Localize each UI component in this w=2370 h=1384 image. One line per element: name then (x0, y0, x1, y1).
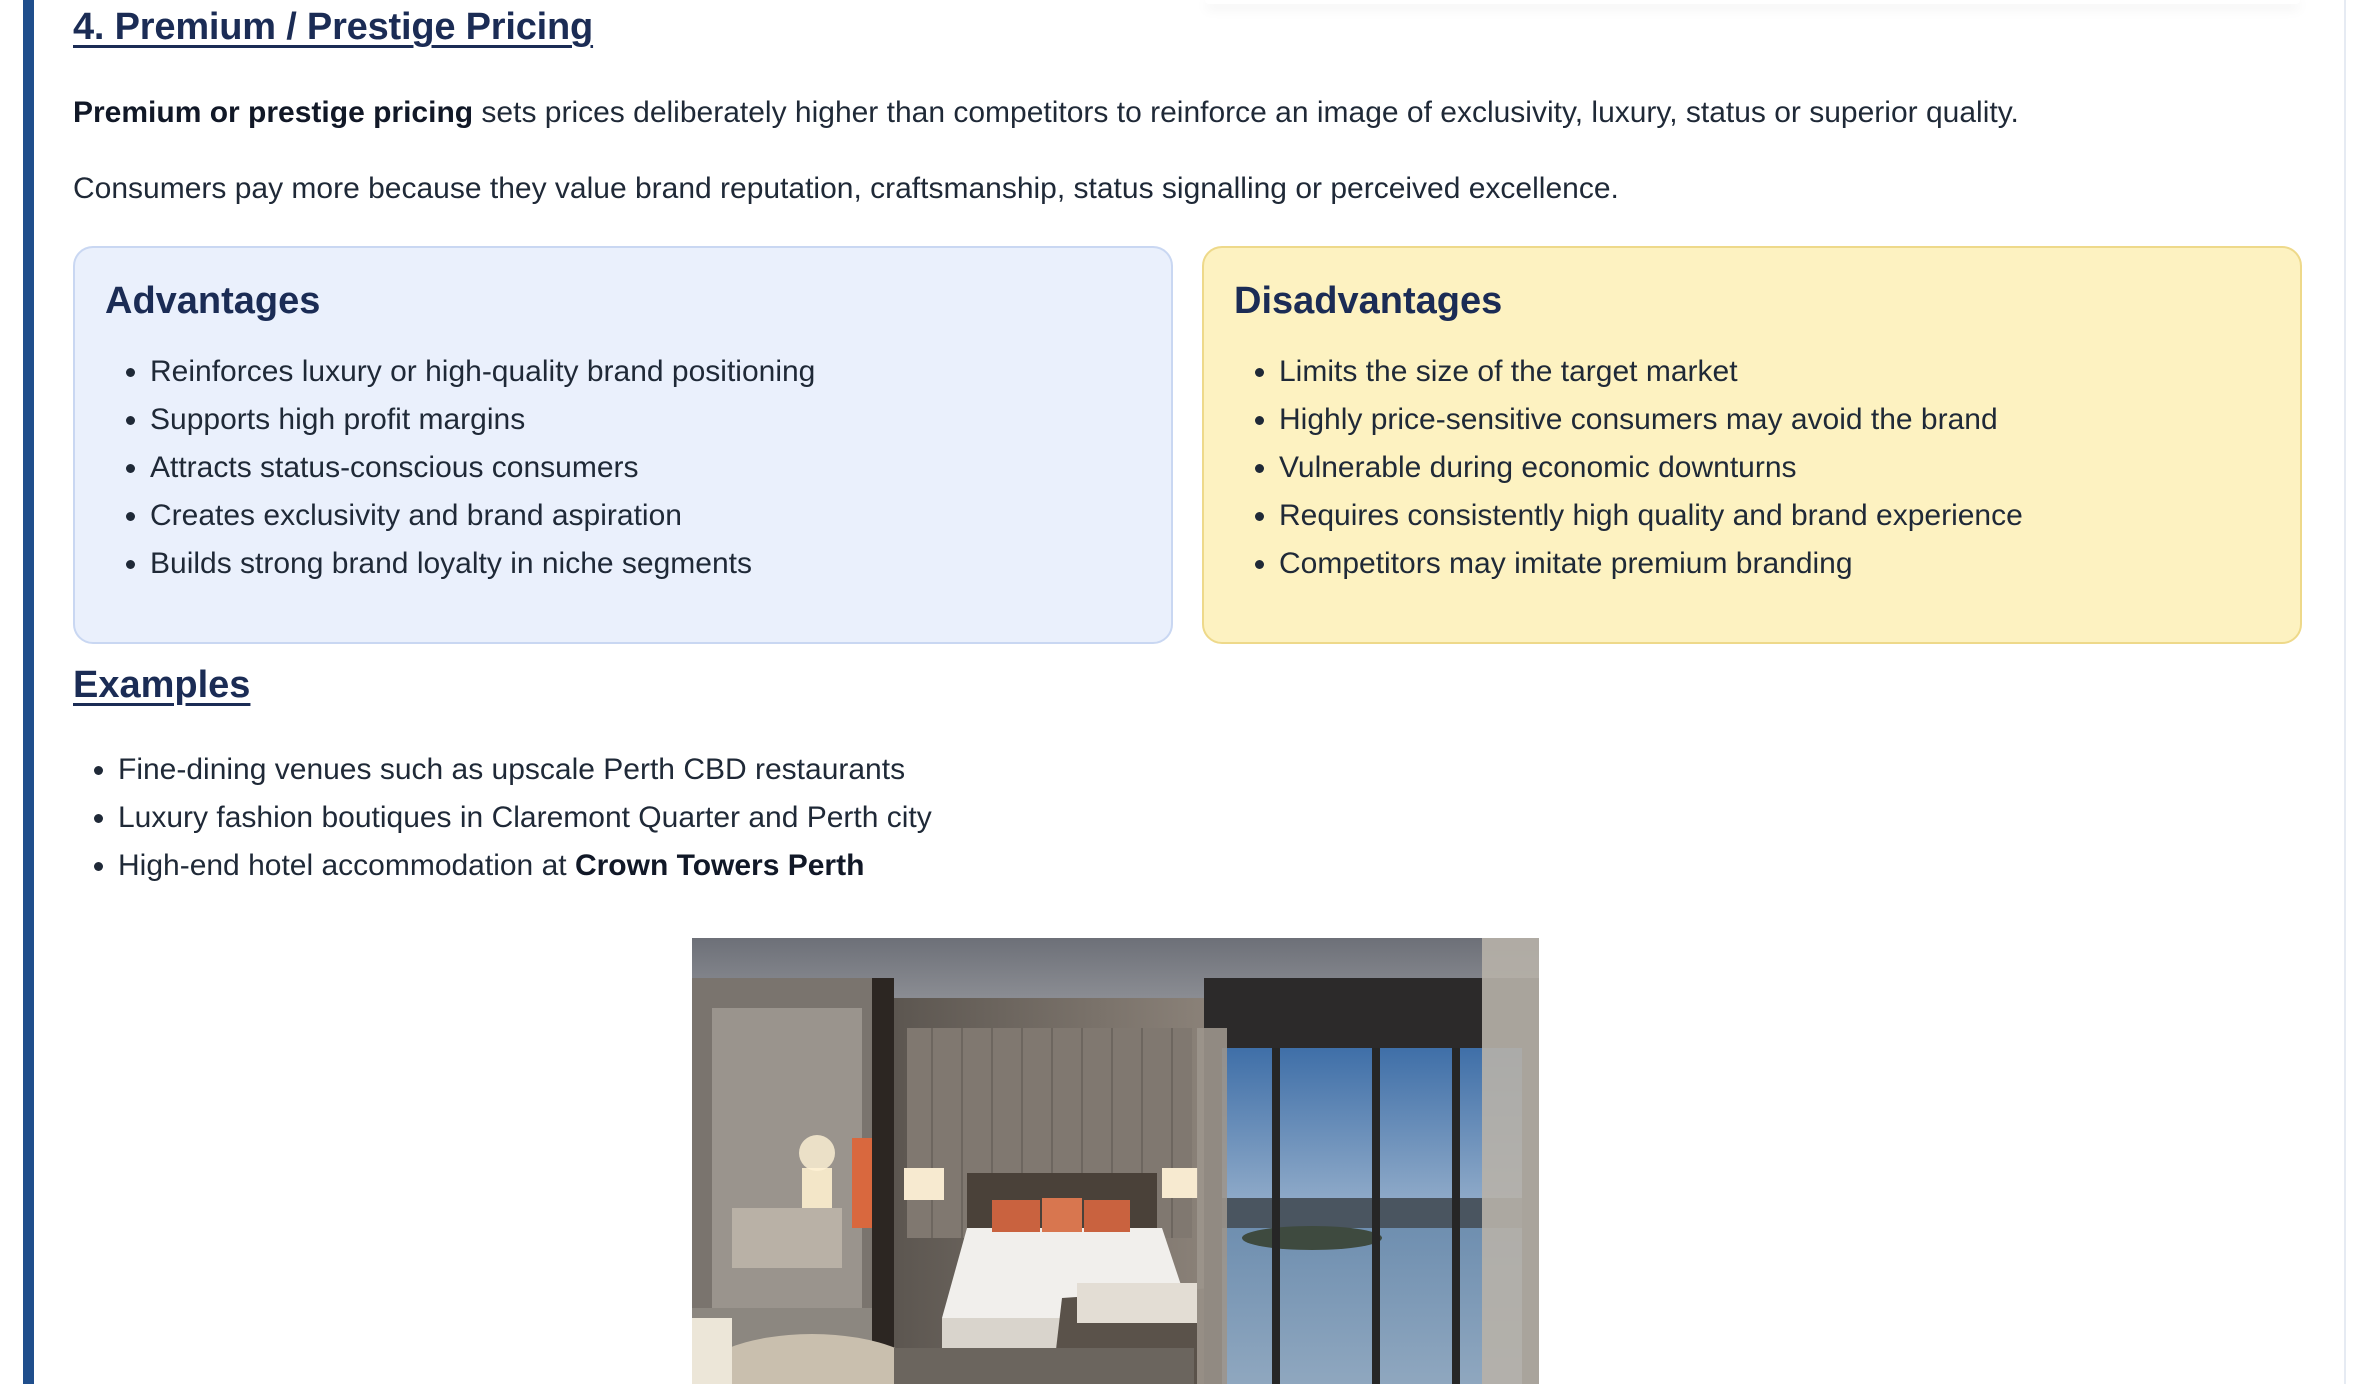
hotel-room-photo (692, 938, 1539, 1384)
list-item: • Requires consistently high quality and brand experience (1279, 492, 2023, 540)
list-item: • Luxury fashion boutiques in Claremont Quarter and Perth city (118, 794, 932, 842)
list-item (118, 842, 932, 890)
hotel-name: Crown Towers Perth (574, 849, 865, 882)
examples-list (73, 746, 932, 890)
consumer-paragraph: Consumers pay more because they value brand reputation, craftsmanship, status signalling or perceived excellence. (73, 172, 1619, 205)
list-item: • Supports high profit margins (150, 396, 815, 444)
intro-paragraph (73, 96, 2019, 130)
right-border (2344, 0, 2346, 1384)
section-title: 4. Premium / Prestige Pricing (73, 6, 594, 48)
examples-heading: Examples (73, 664, 251, 706)
list-item: • Competitors may imitate premium branding (1279, 540, 2023, 588)
list-item: • Limits the size of the target market (1279, 348, 2023, 396)
intro-text: sets prices deliberately higher than competitors to reinforce an image of exclusivity, luxury, status or superior quality. (473, 96, 2019, 129)
disadvantages-list (1234, 348, 2023, 588)
advantages-list (105, 348, 815, 588)
list-item: • Vulnerable during economic downturns (1279, 444, 2023, 492)
advantages-card (73, 246, 1173, 644)
list-item: • Attracts status-conscious consumers (150, 444, 815, 492)
list-item: • Highly price-sensitive consumers may avoid the brand (1279, 396, 2023, 444)
example-text: High-end hotel accommodation at (118, 849, 575, 882)
disadvantages-card (1202, 246, 2302, 644)
left-accent-bar (23, 0, 34, 1384)
list-item: • Reinforces luxury or high-quality brand positioning (150, 348, 815, 396)
disadvantages-heading: Disadvantages (1234, 280, 1503, 322)
list-item: • Builds strong brand loyalty in niche segments (150, 540, 815, 588)
previous-card-shadow (1205, 0, 2300, 4)
advantages-heading: Advantages (105, 280, 321, 322)
list-item: • Creates exclusivity and brand aspiration (150, 492, 815, 540)
intro-bold-term: Premium or prestige pricing (73, 96, 474, 129)
list-item: • Fine-dining venues such as upscale Perth CBD restaurants (118, 746, 932, 794)
